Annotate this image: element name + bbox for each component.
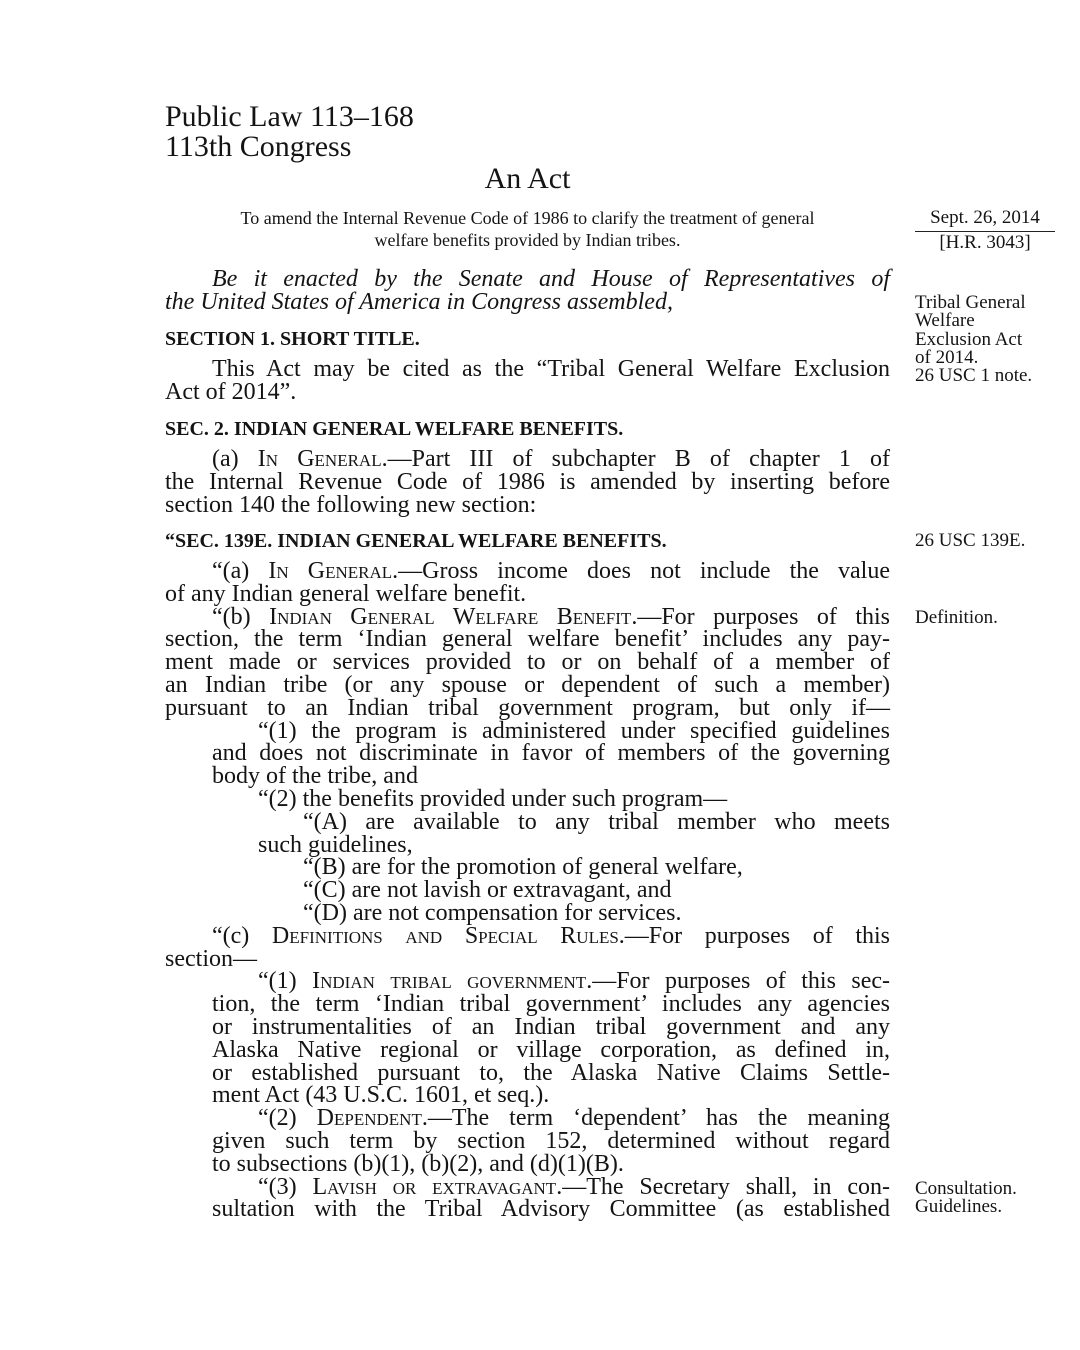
act-title: An Act [484,162,571,195]
enacting-clause-line: Be it enacted by the Senate and House of Representatives of [212,266,890,292]
sidenote-line: Welfare [915,310,975,332]
purpose-statement [165,207,890,251]
subsection-a-line: of any Indian general welfare benefit. [165,580,527,607]
bill-number: [H.R. 3043] [939,232,1031,253]
paragraph-c1-line: ment Act (43 U.S.C. 1601, et seq.). [212,1082,550,1109]
subsection-b-line: section, the term ‘Indian general welfare benefit’ includes any pay- [165,626,890,653]
paragraph-label: “(2) [258,1105,317,1132]
paragraph-c2-line: given such term by section 152, determined without regard [212,1127,890,1154]
subsection-c-line: section— [165,945,257,972]
text-segment: .—For purposes of this [618,922,890,949]
subsection-label: “(a) [212,558,269,584]
sidenote-short-title [915,294,1032,385]
paragraph-1-line: and does not discriminate in favor of members of the governing [212,740,890,767]
paragraph-caption: Dependent [316,1105,422,1132]
section-1-text [165,358,890,404]
text-segment: .—The term ‘dependent’ has the meaning [421,1105,891,1132]
text-line: Act of 2014”. [165,378,297,405]
enacting-clause [165,268,890,314]
subparagraph-a-line: “(A) are available to any tribal member who meets [303,808,890,835]
text-segment: .—Part III of subchapter B of chapter 1 of [381,446,890,472]
text-segment: .—Gross income does not include the value [392,558,890,584]
paragraph-caption: Lavish or extravagant [312,1173,557,1200]
enactment-date: Sept. 26, 2014 [930,207,1040,228]
public-law-number: Public Law 113–168 [165,100,414,133]
subparagraph-b-line: “(B) are for the promotion of general welfare, [303,854,743,881]
sidenote-line: Tribal General [915,292,1026,313]
paragraph-c3-line [165,1173,891,1200]
paragraph-c1-line: or established pursuant to, the Alaska Native Claims Settle- [212,1059,890,1086]
section-1-heading: SECTION 1. SHORT TITLE. [165,328,420,350]
section-139e-heading: “SEC. 139E. INDIAN GENERAL WELFARE BENEFITS. [165,530,667,552]
text-line: section 140 the following new section: [165,491,537,518]
subsection-b-line: an Indian tribe (or any spouse or dependent of such a member) [165,671,890,698]
paragraph-c1-line: or instrumentalities of an Indian tribal government and any [212,1013,890,1040]
paragraph-label: “(1) [258,968,313,995]
section-2-subsection-a [165,448,890,516]
sidenote-line: Exclusion Act [915,328,1023,350]
paragraph-1-line: “(1) the program is administered under specified guidelines [258,717,890,744]
purpose-line: To amend the Internal Revenue Code of 1986 to clarify the treatment of general [240,208,815,228]
enacting-clause-line: the United States of America in Congress assembled, [165,288,673,315]
text-line [165,448,890,471]
text-segment: .—For purposes of this [631,603,890,630]
subsection-c-line [165,922,890,949]
subsection-caption: In General [268,558,393,584]
text-segment: .—The Secretary shall, in con- [556,1173,891,1200]
sidenote-line: 26 USC 1 note. [915,365,1033,387]
paragraph-caption: Indian tribal government [312,968,587,995]
congress-number: 113th Congress [165,130,352,163]
subsection-caption: Indian General Welfare Benefit [269,603,632,630]
sidenote-consultation: Consultation. [915,1178,1017,1199]
sidenote-consultation-guidelines [915,1180,1017,1217]
paragraph-c2-line [165,1107,890,1130]
sidenote-guidelines: Guidelines. [915,1196,1003,1218]
paragraph-c3-line: sultation with the Tribal Advisory Committee (as established [212,1196,890,1223]
subparagraph-d-line: “(D) are not compensation for services. [303,899,682,926]
subsection-label: “(b) [212,603,270,630]
paragraph-c1-line [165,970,890,993]
text-line: the Internal Revenue Code of 1986 is amended by inserting before [165,468,890,495]
subsection-label: (a) [212,446,258,472]
paragraph-c2-line: to subsections (b)(1), (b)(2), and (d)(1)(B). [212,1150,624,1177]
section-139e-body [165,560,890,1221]
paragraph-c1-line: tion, the term ‘Indian tribal government’ includes any agencies [212,991,890,1018]
subsection-b-line: ment made or services provided to or on behalf of a member of [165,649,890,676]
subsection-caption: In General [257,446,382,472]
paragraph-2-line: “(2) the benefits provided under such program— [258,785,728,812]
paragraph-label: “(3) [258,1173,313,1200]
purpose-line: welfare benefits provided by Indian tribes. [374,230,681,250]
section-2-heading: SEC. 2. INDIAN GENERAL WELFARE BENEFITS. [165,418,624,440]
sidenote-codification: 26 USC 139E. [915,530,1026,551]
text-segment: .—For purposes of this sec- [586,968,891,995]
text-line: This Act may be cited as the “Tribal General Welfare Exclusion [212,356,890,382]
sidenote-definition: Definition. [915,607,998,628]
subparagraph-a-line: such guidelines, [258,831,413,858]
paragraph-c1-line: Alaska Native regional or village corporation, as defined in, [212,1036,890,1063]
subsection-label: “(c) [212,922,272,949]
subsection-caption: Definitions and Special Rules [271,922,619,949]
sidenote-line: of 2014. [915,346,979,368]
law-header [165,102,414,162]
subsection-b-line [165,603,890,630]
subsection-b-line: pursuant to an Indian tribal government program, but only if— [165,694,890,721]
subparagraph-c-line: “(C) are not lavish or extravagant, and [303,877,672,904]
paragraph-1-line: body of the tribe, and [212,763,418,790]
subsection-a-line [165,560,890,583]
